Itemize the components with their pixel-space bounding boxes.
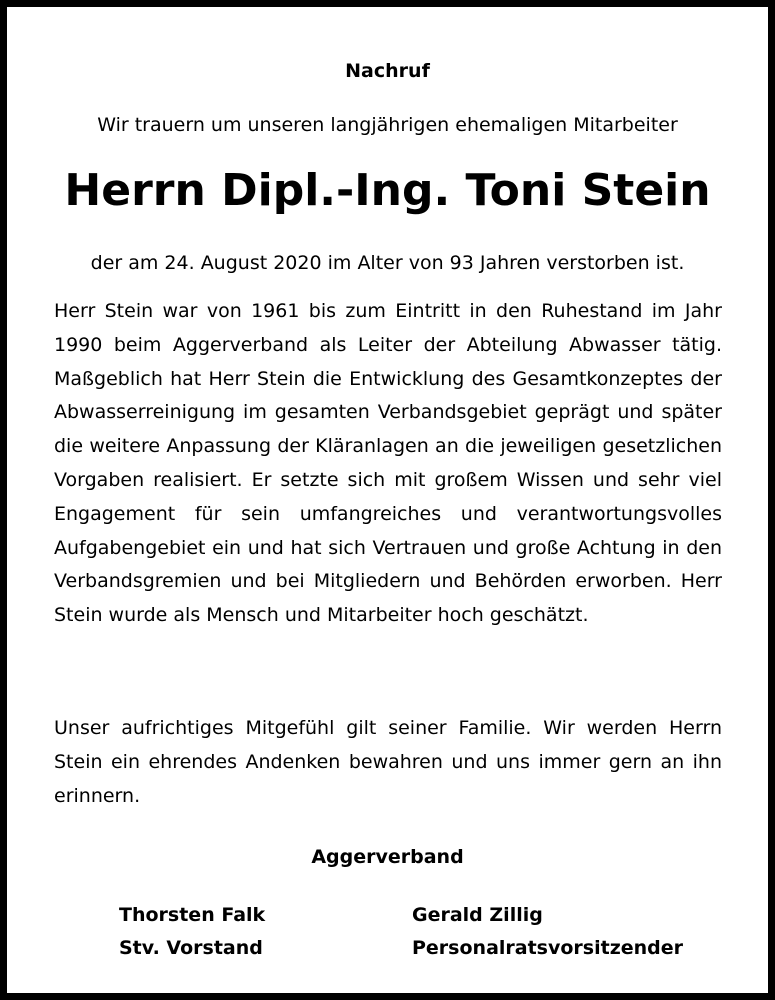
- signatory-right: [412, 899, 683, 965]
- signatory-role: Stv. Vorstand: [119, 937, 263, 959]
- notice-heading: Nachruf: [345, 60, 430, 82]
- signatory-name: Gerald Zillig: [412, 904, 543, 926]
- condolence-paragraph: Unser aufrichtiges Mitgefühl gilt seiner Familie. Wir werden Herrn Stein ein ehrendes Andenken bewahren und uns immer gern an ihn erinnern.: [54, 717, 722, 807]
- signatory-name: Thorsten Falk: [119, 904, 266, 926]
- signatory-left: [119, 899, 265, 965]
- signatory-role: Personalratsvorsitzender: [412, 937, 684, 959]
- organization-name: Aggerverband: [311, 846, 464, 868]
- biography-paragraph: Herr Stein war von 1961 bis zum Eintritt in den Ruhestand im Jahr 1990 beim Aggerverband als Leiter der Abteilung Abwasser tätig. Maßgeblich hat Herr Stein die Entwicklung des Gesamtkonzeptes der Abwasserreinigung im gesamten Verbandsgebiet geprägt und später die weitere Anpassung der Kläranlagen an die jeweiligen gesetzlichen Vorgaben realisiert. Er setzte sich mit großem Wissen und sehr viel Engagement für sein umfangreiches und verantwortungsvolles Aufgabengebiet ein und hat sich Vertrauen und große Achtung in den Verbandsgremien und bei Mitgliedern und Behörden erworben. Herr Stein wurde als Mensch und Mitarbeiter hoch geschätzt.: [54, 300, 722, 627]
- deceased-name: Herrn Dipl.-Ing. Toni Stein: [64, 165, 711, 216]
- intro-line: Wir trauern um unseren langjährigen ehemaligen Mitarbeiter: [97, 114, 678, 136]
- death-date-line: der am 24. August 2020 im Alter von 93 Jahren verstorben ist.: [90, 252, 685, 274]
